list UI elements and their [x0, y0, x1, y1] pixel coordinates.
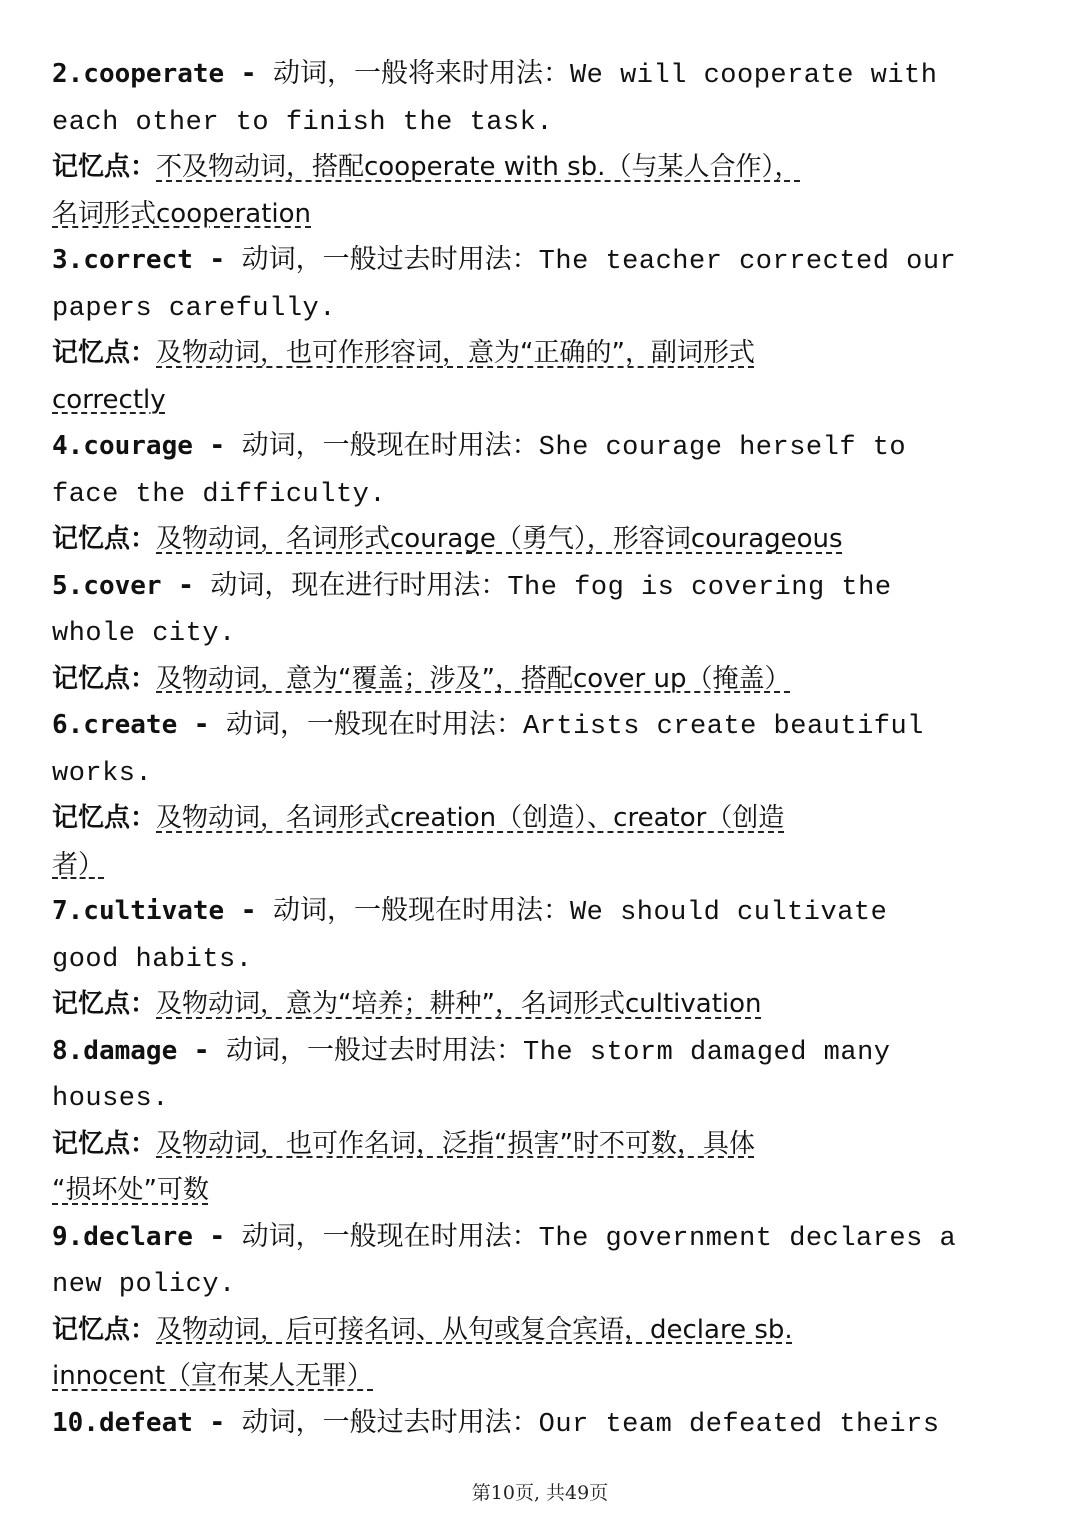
memo-text: 及物动词，意为“覆盖；涉及”，搭配cover up（掩盖） [156, 663, 791, 694]
entry-word: 2.cooperate [52, 59, 225, 89]
memo-text: 及物动词，也可作形容词，意为“正确的”，副词形式 [156, 338, 755, 368]
memo-text: “损坏处”可数 [52, 1175, 209, 1205]
example-sentence: works. [52, 758, 153, 789]
memo-label: 记忆点： [52, 663, 157, 694]
example-continuation-line [52, 97, 1028, 144]
entry-dash: - [161, 569, 211, 601]
entry-word: 5.cover [52, 570, 162, 601]
entry-dash: - [192, 1406, 242, 1438]
example-continuation-line [52, 469, 1028, 516]
entry-usage-note: 动词，一般现在时用法： [241, 1220, 539, 1252]
memo-line [52, 980, 1028, 1027]
memo-label: 记忆点： [52, 1128, 157, 1159]
memo-label: 记忆点： [52, 989, 157, 1019]
example-sentence: The teacher corrected our [538, 247, 957, 277]
memo-label: 记忆点： [52, 1314, 157, 1345]
memo-text: correctly [52, 384, 166, 415]
memo-line [52, 841, 1028, 888]
entry-heading-line [52, 50, 1028, 97]
entry-dash: - [177, 1034, 227, 1066]
entry-heading-line [52, 1213, 1028, 1260]
example-sentence: The government declares a [538, 1223, 957, 1254]
entry-word: 9.declare [52, 1221, 193, 1252]
example-continuation-line [52, 934, 1028, 981]
example-sentence: Artists create beautiful [523, 712, 924, 742]
memo-text: 不及物动词，搭配cooperate with sb.（与某人合作）， [156, 152, 801, 182]
memo-line [52, 1166, 1028, 1213]
entry-usage-note: 动词，一般过去时用法： [241, 1406, 539, 1438]
example-sentence: The fog is covering the [507, 572, 892, 603]
entry-word: 10.defeat [52, 1407, 193, 1438]
entry-dash: - [192, 244, 242, 275]
example-sentence: She courage herself to [538, 433, 907, 463]
example-sentence: The storm damaged many [523, 1037, 891, 1068]
memo-label: 记忆点： [52, 803, 157, 833]
memo-label: 记忆点： [52, 524, 157, 554]
entry-usage-note: 动词，一般现在时用法： [241, 430, 539, 461]
memo-line [52, 794, 1028, 841]
page-number-footer: 第10页, 共49页 [471, 1482, 609, 1504]
entry-usage-note: 动词，一般过去时用法： [241, 244, 539, 275]
example-continuation-line [52, 1073, 1028, 1120]
example-sentence: new policy. [52, 1270, 236, 1300]
memo-label: 记忆点： [52, 338, 157, 368]
example-sentence: We should cultivate [569, 898, 888, 928]
memo-line [52, 143, 1028, 190]
entry-usage-note: 动词，一般现在时用法： [272, 895, 570, 926]
entry-heading-line [52, 1027, 1028, 1074]
example-sentence: papers carefully. [52, 293, 336, 324]
entry-dash: - [177, 709, 227, 740]
memo-line [52, 376, 1028, 423]
entry-word: 4.courage [52, 431, 193, 461]
entry-dash: - [192, 430, 242, 461]
entry-heading-line [52, 236, 1028, 283]
example-sentence: We will cooperate with [569, 61, 938, 91]
entry-usage-note: 动词，一般过去时用法： [226, 1034, 524, 1066]
memo-text: 及物动词，名词形式courage（勇气），形容词courageous [156, 524, 843, 554]
example-sentence: good habits. [52, 944, 253, 975]
example-continuation-line [52, 1259, 1028, 1306]
memo-line [52, 515, 1028, 562]
example-sentence: whole city. [52, 619, 236, 649]
memo-text: 及物动词，后可接名词、从句或复合宾语，declare sb. [156, 1314, 793, 1345]
entry-usage-note: 动词，一般现在时用法： [226, 709, 524, 740]
entry-word: 3.correct [52, 245, 193, 275]
memo-line [52, 1352, 1028, 1399]
memo-text: 及物动词，意为“培养；耕种”，名词形式cultivation [156, 989, 762, 1019]
example-continuation-line [52, 283, 1028, 330]
memo-text: innocent（宣布某人无罪） [52, 1361, 374, 1391]
memo-line [52, 329, 1028, 376]
example-sentence: houses. [52, 1084, 169, 1114]
memo-line [52, 1306, 1028, 1353]
entry-heading-line [52, 701, 1028, 748]
memo-line [52, 1120, 1028, 1167]
entry-usage-note: 动词，现在进行时用法： [210, 569, 508, 601]
memo-text: 者） [52, 849, 105, 880]
example-sentence: each other to finish the task. [52, 107, 554, 138]
example-sentence: face the difficulty. [52, 479, 387, 510]
entry-word: 6.create [52, 710, 178, 740]
entry-word: 7.cultivate [52, 896, 225, 926]
entry-heading-line [52, 562, 1028, 609]
memo-text: 及物动词，名词形式creation（创造）、creator（创造 [156, 803, 785, 833]
entry-word: 8.damage [52, 1035, 178, 1066]
example-continuation-line [52, 608, 1028, 655]
entry-dash: - [192, 1220, 242, 1252]
entry-dash: - [224, 895, 273, 926]
entry-heading-line [52, 887, 1028, 934]
memo-line [52, 190, 1028, 237]
memo-text: 及物动词，也可作名词，泛指“损害”时不可数，具体 [156, 1128, 755, 1159]
memo-line [52, 655, 1028, 702]
entry-heading-line [52, 1399, 1028, 1446]
entry-dash: - [224, 58, 273, 89]
example-sentence: Our team defeated theirs [538, 1409, 940, 1440]
entry-usage-note: 动词，一般将来时用法： [272, 58, 570, 89]
entry-heading-line [52, 422, 1028, 469]
memo-text: 名词形式cooperation [52, 198, 312, 229]
document-body [52, 50, 1028, 1445]
example-continuation-line [52, 748, 1028, 795]
memo-label: 记忆点： [52, 152, 157, 182]
